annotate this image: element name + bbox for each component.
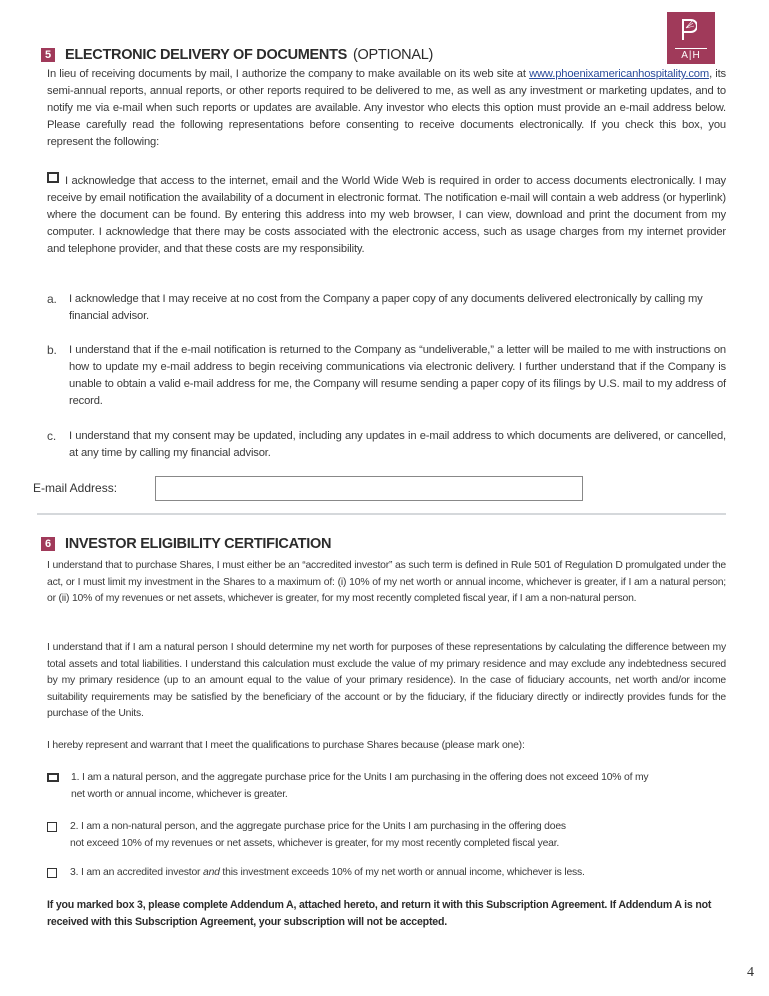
section-number-badge: 5 [41, 48, 55, 62]
phoenix-p-icon [681, 18, 697, 40]
list-item-c [47, 428, 726, 462]
option-1-checkbox[interactable] [47, 773, 59, 782]
list-item-text: I understand that my consent may be updated, including any updates in e-mail address to which documents are delivered, or cancelled, at any time by calling my financial advisor. [69, 430, 726, 459]
option-1 [47, 770, 757, 803]
option-1-line-2: net worth or annual income, whichever is greater. [71, 788, 288, 800]
option-2-line-1: 2. I am a non-natural person, and the aggregate purchase price for the Units I am purchasing in the offering does [70, 821, 566, 832]
eligibility-para-2: I understand that if I am a natural person I should determine my net worth for purposes of these representations by calculating the difference between my total assets and total liabilities. I understand this calculation must exclude the value of my primary residence and may exclude any indebtedness secured by my primary residence (up to an amount equal to the value of your primary residence). In the case of fiduciary accounts, net worth and/or income suitability requirements may be satisfied by the beneficiary of the account or by the fiduciary, if the fiduciary directly or indirectly provides funds for the purchase of the Units. [47, 642, 726, 720]
section-title: ELECTRONIC DELIVERY OF DOCUMENTS [65, 47, 348, 63]
acknowledgment-text: I acknowledge that access to the internet, email and the World Wide Web is required in order to access documents electronically. I may receive by email notification the availability of a document in electronic format. The notification e-mail will contain a web address (or hyperlink) where the document can be found. By entering this address into my web browser, I can view, download and print the document from my computer. I acknowledge that there may be costs associated with the electronic access, such as usage charges from my internet provider and telephone provider, and that these costs are my responsibility. [47, 175, 726, 255]
email-label: E-mail Address: [33, 481, 118, 495]
intro-text: In lieu of receiving documents by mail, I authorize the company to make available on its web site at [47, 68, 530, 80]
section-5-header [41, 47, 433, 63]
section-6-header [41, 536, 331, 552]
section-divider [37, 513, 726, 515]
option-3-checkbox[interactable] [47, 868, 57, 878]
option-2 [47, 819, 747, 852]
section-subtitle: (OPTIONAL) [353, 47, 434, 63]
option-3 [47, 865, 747, 882]
intro-text-cont: , its semi-annual reports, annual reports, or other reports required to be delivered to me, as well as any investment or marketing updates, and to notify me via e-mail when such reports or updates are available. Any investor who elects this option must provide an e-mail address below. Please carefully read the following representations before consenting to receive documents electronically. If you check this box, you represent the following: [47, 68, 726, 148]
list-item-a [47, 291, 726, 325]
eligibility-para-1: I understand that to purchase Shares, I must either be an “accredited investor” as such term is defined in Rule 501 of Regulation D promulgated under the act, or I must limit my investment in the Shares to a maximum of: (i) 10% of my net worth or annual income, whichever is greater, if I am a natural person; or (ii) 10% of my revenues or net assets, whichever is greater, for my most recently completed fiscal year, if I am a non-natural person. [47, 560, 726, 605]
eligibility-para-3: I hereby represent and warrant that I meet the qualifications to purchase Shares because (please mark one): [47, 740, 525, 751]
list-item-b [47, 342, 726, 410]
email-address-input[interactable] [155, 476, 583, 501]
logo-initials: A|H [681, 50, 701, 61]
option-3-text-a: 3. I am an accredited investor [70, 867, 203, 878]
website-link[interactable]: www.phoenixamericanhospitality.com [529, 68, 710, 80]
option-1-line-1: 1. I am a natural person, and the aggregate purchase price for the Units I am purchasing in the offering does not exceed 10% of my [71, 772, 649, 783]
logo-rule [675, 48, 707, 49]
consent-checkbox[interactable] [47, 172, 59, 183]
option-2-checkbox[interactable] [47, 822, 57, 832]
list-marker: c. [47, 429, 57, 443]
list-marker: b. [47, 343, 57, 357]
list-marker: a. [47, 292, 57, 306]
list-item-text: I acknowledge that I may receive at no cost from the Company a paper copy of any documents delivered electronically by calling my financial advisor. [69, 293, 703, 322]
section-number-badge: 6 [41, 537, 55, 551]
acknowledgment-block [47, 172, 726, 258]
option-2-line-2: not exceed 10% of my revenues or net assets, whichever is greater, for my most recently completed fiscal year. [70, 837, 560, 849]
option-3-text-b: this investment exceeds 10% of my net worth or annual income, whichever is less. [219, 867, 585, 878]
addendum-note: If you marked box 3, please complete Addendum A, attached hereto, and return it with this Subscription Agreement. If Addendum A is not received with this Subscription Agreement, your subscription will not be accepted. [47, 899, 712, 928]
option-3-emphasis: and [203, 867, 220, 878]
section-title: INVESTOR ELIGIBILITY CERTIFICATION [65, 536, 332, 552]
company-logo [667, 12, 715, 64]
page-number: 4 [747, 965, 754, 980]
section-5-intro [47, 66, 726, 151]
list-item-text: I understand that if the e-mail notification is returned to the Company as “undeliverable,” a letter will be mailed to me with instructions on how to update my e-mail address to begin receiving communications via electronic delivery. I further understand that if the Company is unable to obtain a valid e-mail address for me, the Company will resume sending a paper copy of its filings by U.S. mail to my address of record. [69, 344, 726, 407]
